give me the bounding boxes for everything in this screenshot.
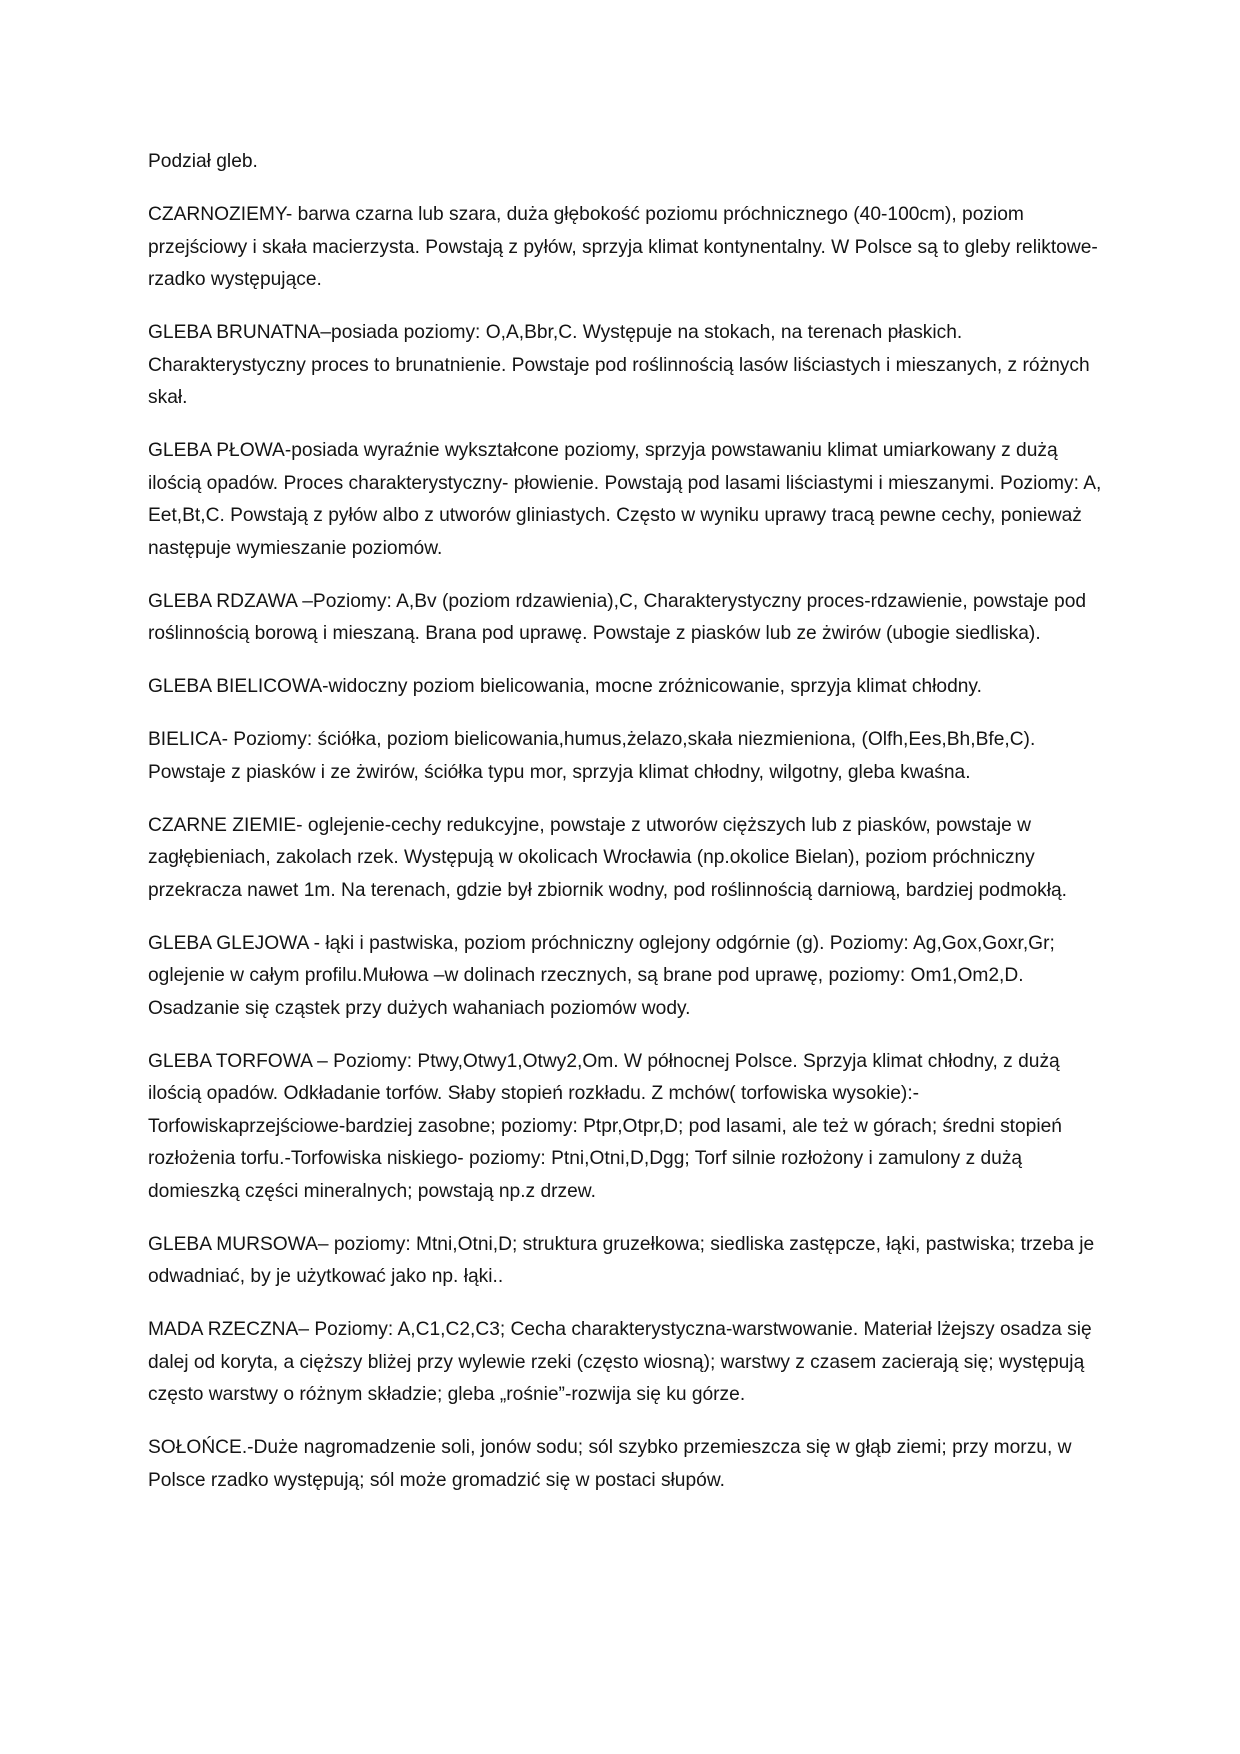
paragraph-mada-rzeczna: MADA RZECZNA– Poziomy: A,C1,C2,C3; Cecha charakterystyczna-warstwowanie. Materiał lżejszy osadza się dalej od koryta, a cięższy bliżej przy wylewie rzeki (często wiosną); warstwy z czasem zacierają się; występują często warstwy o różnym składzie; gleba „rośnie”-rozwija się ku górze. bbox=[148, 1319, 1092, 1405]
paragraph-gleba-bielicowa: GLEBA BIELICOWA-widoczny poziom bielicowania, mocne zróżnicowanie, sprzyja klimat chłodny. bbox=[148, 676, 982, 697]
paragraph-gleba-glejowa: GLEBA GLEJOWA - łąki i pastwiska, poziom próchniczny oglejony odgórnie (g). Poziomy: Ag,Gox,Goxr,Gr; oglejenie w całym profilu.Mułowa –w dolinach rzecznych, są brane pod uprawę, poziomy: Om1,Om2,D. Osadzanie się cząstek przy dużych wahaniach poziomów wody. bbox=[148, 932, 1055, 1019]
paragraph-gleba-brunatna: GLEBA BRUNATNA–posiada poziomy: O,A,Bbr,C. Występuje na stokach, na terenach płaskich. Charakterystyczny proces to brunatnienie. Powstaje pod roślinnością lasów liściastych i mieszanych, z różnych skał. bbox=[148, 322, 1090, 408]
paragraph-czarnoziemy: CZARNOZIEMY- barwa czarna lub szara, duża głębokość poziomu próchnicznego (40-100cm), poziom przejściowy i skała macierzysta. Powstają z pyłów, sprzyja klimat kontynentalny. W Polsce są to gleby reliktowe-rzadko występujące. bbox=[148, 204, 1098, 290]
paragraph-gleba-rdzawa: GLEBA RDZAWA –Poziomy: A,Bv (poziom rdzawienia),C, Charakterystyczny proces-rdzawienie, powstaje pod roślinnością borową i mieszaną. Brana pod uprawę. Powstaje z piasków lub ze żwirów (ubogie siedliska). bbox=[148, 590, 1087, 644]
paragraph-bielica: BIELICA- Poziomy: ściółka, poziom bielicowania,humus,żelazo,skała niezmieniona, (Olfh,Ees,Bh,Bfe,C). Powstaje z piasków i ze żwirów, ściółka typu mor, sprzyja klimat chłodny, wilgotny, gleba kwaśna. bbox=[148, 729, 1036, 783]
paragraph-gleba-torfowa: GLEBA TORFOWA – Poziomy: Ptwy,Otwy1,Otwy2,Om. W północnej Polsce. Sprzyja klimat chłodny, z dużą ilością opadów. Odkładanie torfów. Słaby stopień rozkładu. Z mchów( torfowiska wysokie):-Torfowiskaprzejściowe-bardziej zasobne; poziomy: Ptpr,Otpr,D; pod lasami, ale też w górach; średni stopień rozłożenia torfu.-Torfowiska niskiego- poziomy: Ptni,Otni,D,Dgg; Torf silnie rozłożony i zamulony z dużą domieszką części mineralnych; powstają np.z drzew. bbox=[148, 1050, 1062, 1202]
paragraph-czarne-ziemie: CZARNE ZIEMIE- oglejenie-cechy redukcyjne, powstaje z utworów cięższych lub z piasków, powstaje w zagłębieniach, zakolach rzek. Występują w okolicach Wrocławia (np.okolice Bielan), poziom próchniczny przekracza nawet 1m. Na terenach, gdzie był zbiornik wodny, pod roślinnością darniową, bardziej podmokłą. bbox=[148, 814, 1067, 901]
document-page bbox=[148, 146, 1103, 1518]
paragraph-gleba-mursowa: GLEBA MURSOWA– poziomy: Mtni,Otni,D; struktura gruzełkowa; siedliska zastępcze, łąki, pastwiska; trzeba je odwadniać, by je użytkować jako np. łąki.. bbox=[148, 1233, 1095, 1287]
paragraph-solonce: SOŁOŃCE.-Duże nagromadzenie soli, jonów sodu; sól szybko przemieszcza się w głąb ziemi; przy morzu, w Polsce rzadko występują; sól może gromadzić się w postaci słupów. bbox=[148, 1437, 1072, 1491]
document-title: Podział gleb. bbox=[148, 151, 258, 172]
paragraph-gleba-plowa: GLEBA PŁOWA-posiada wyraźnie wykształcone poziomy, sprzyja powstawaniu klimat umiarkowany z dużą ilością opadów. Proces charakterystyczny- płowienie. Powstają pod lasami liściastymi i mieszanymi. Poziomy: A, Eet,Bt,C. Powstają z pyłów albo z utworów gliniastych. Często w wyniku uprawy tracą pewne cechy, ponieważ następuje wymieszanie poziomów. bbox=[148, 440, 1102, 559]
